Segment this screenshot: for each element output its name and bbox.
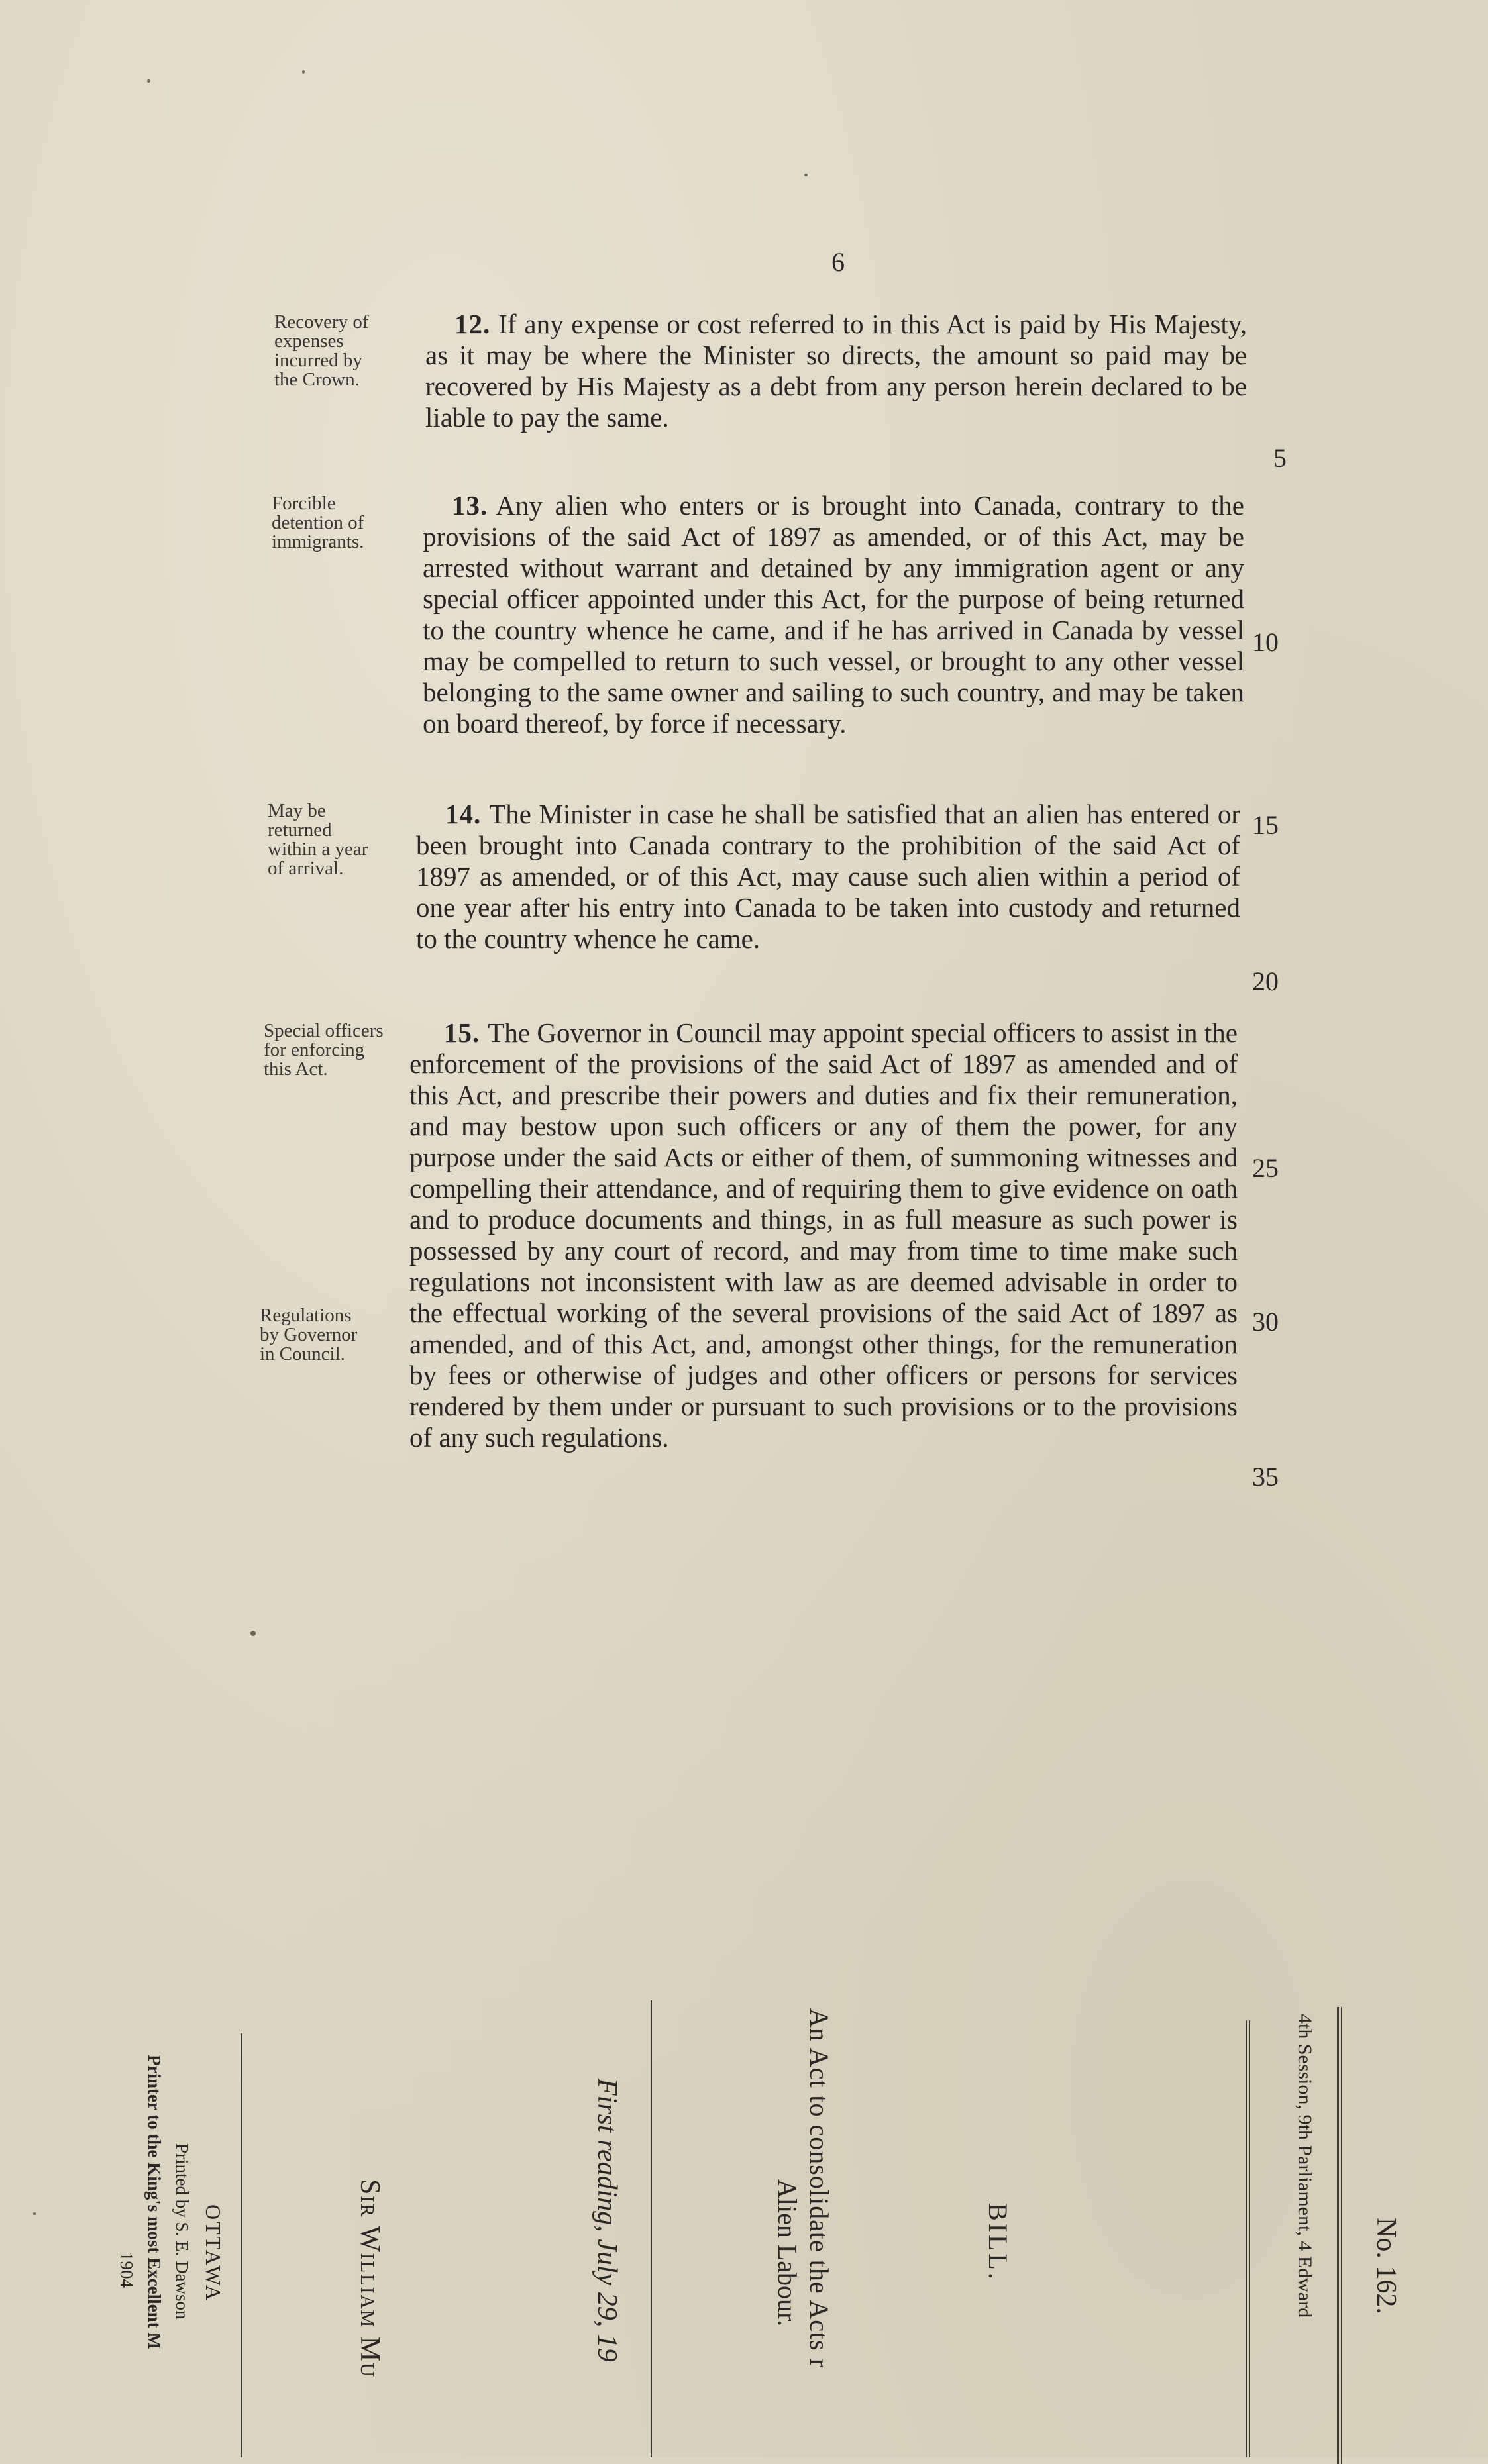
cover-rule bbox=[1246, 2020, 1247, 2457]
section-body: Any alien who enters or is brought into Canada, contrary to the provisions of the said Act of 1897 as amended, or of this Act, may be arrested without warrant and detained by any immigration agent or any special officer appointed under this Act, for the purpose of being returned to the country whence he came, and if he has arrived in Canada by vessel may be compelled to return to such vessel, or brought to any other vessel belonging to the same owner and sailing to such country, and may be taken on board thereof, by force if necessary. bbox=[423, 490, 1244, 739]
imprint-title: Printer to the King's most Excellent M bbox=[144, 2055, 164, 2349]
section-15-text bbox=[409, 1017, 1238, 1453]
margin-note-special-officers: Special officers for enforcing this Act. bbox=[264, 1020, 384, 1080]
imprint-year: 1904 bbox=[117, 2252, 136, 2288]
section-body: The Governor in Council may appoint special officers to assist in the enforcement of the provisions of the said Act of 1897 as amended and of this Act, and prescribe their powers and duties and fix their remuneration, and may bestow upon such officers or any of them the power, for any purpose under the said Acts or either of them, of summoning witnesses and compelling their attendance, and of requiring them to give evidence on oath and to produce documents and things, in as full measure as such power is possessed by any court of record, and may from time to time make such regulations not inconsistent with law as are deemed advisable in order to the effectual working of the several provisions of the said Act of 1897 as amended, and of this Act, and, amongst other things, for the remuneration by fees or otherwise of judges and other officers or persons for services rendered by them under or pursuant to such provisions or to the provisions of any such regulations. bbox=[409, 1017, 1238, 1453]
section-number: 14. bbox=[445, 799, 482, 829]
line-number-30: 30 bbox=[1252, 1307, 1279, 1337]
section-14-text bbox=[416, 799, 1240, 954]
bill-label: BILL. bbox=[983, 2203, 1013, 2282]
line-number-20: 20 bbox=[1252, 966, 1279, 996]
paper-speck bbox=[302, 70, 305, 74]
cover-rule bbox=[651, 2000, 652, 2457]
session-line: 4th Session, 9th Parliament, 4 Edward bbox=[1294, 2014, 1316, 2318]
paper-speck bbox=[804, 174, 808, 176]
cover-rule bbox=[241, 2033, 242, 2457]
margin-note-regulations: Regulations by Governor in Council. bbox=[260, 1305, 358, 1364]
section-body: The Minister in case he shall be satisfied that an alien has entered or been brought into Canada contrary to the prohibition of the said Act of 1897 as amended, or of this Act, may cause such alien within a period of one year after his entry into Canada to be taken into custody and returned to the country whence he came. bbox=[416, 799, 1240, 954]
bill-title-line-2: Alien Labour. bbox=[772, 2179, 802, 2327]
bill-number: No. 162. bbox=[1371, 2218, 1401, 2314]
section-number: 12. bbox=[454, 309, 491, 339]
imprint-city: OTTAWA bbox=[201, 2204, 225, 2302]
line-number-25: 25 bbox=[1252, 1153, 1279, 1183]
section-13-text bbox=[423, 490, 1244, 739]
margin-note-returned-within-year: May be returned within a year of arrival. bbox=[268, 800, 368, 879]
line-number-5: 5 bbox=[1273, 443, 1287, 473]
page-number: 6 bbox=[831, 247, 845, 277]
margin-note-forcible-detention: Forcible detention of immigrants. bbox=[272, 493, 364, 552]
section-number: 15. bbox=[444, 1017, 480, 1048]
line-number-35: 35 bbox=[1252, 1462, 1279, 1492]
first-reading: First reading, July 29, 19 bbox=[592, 2079, 622, 2362]
section-12-text bbox=[425, 309, 1247, 433]
section-body: If any expense or cost referred to in this Act is paid by His Majesty, as it may be where the Minister so directs, the amount so paid may be recovered by His Majesty as a debt from any person herein declared to be liable to pay the same. bbox=[425, 309, 1247, 433]
back-cover bbox=[0, 1980, 1488, 2457]
cover-rule bbox=[1249, 2020, 1250, 2457]
paper-speck bbox=[250, 1631, 256, 1636]
cover-rule bbox=[1337, 2007, 1339, 2464]
margin-note-recovery-of-expenses: Recovery of expenses incurred by the Crown. bbox=[274, 311, 369, 390]
line-number-10: 10 bbox=[1252, 627, 1279, 657]
line-number-15: 15 bbox=[1252, 810, 1279, 840]
section-number: 13. bbox=[452, 490, 488, 521]
bill-title-line-1: An Act to consolidate the Acts r bbox=[804, 2008, 834, 2369]
paper-speck bbox=[147, 79, 150, 83]
sponsor: Sir William Mu bbox=[354, 2179, 385, 2379]
imprint-printer: Printed by S. E. Dawson bbox=[172, 2143, 192, 2320]
cover-rule bbox=[1341, 2007, 1342, 2464]
